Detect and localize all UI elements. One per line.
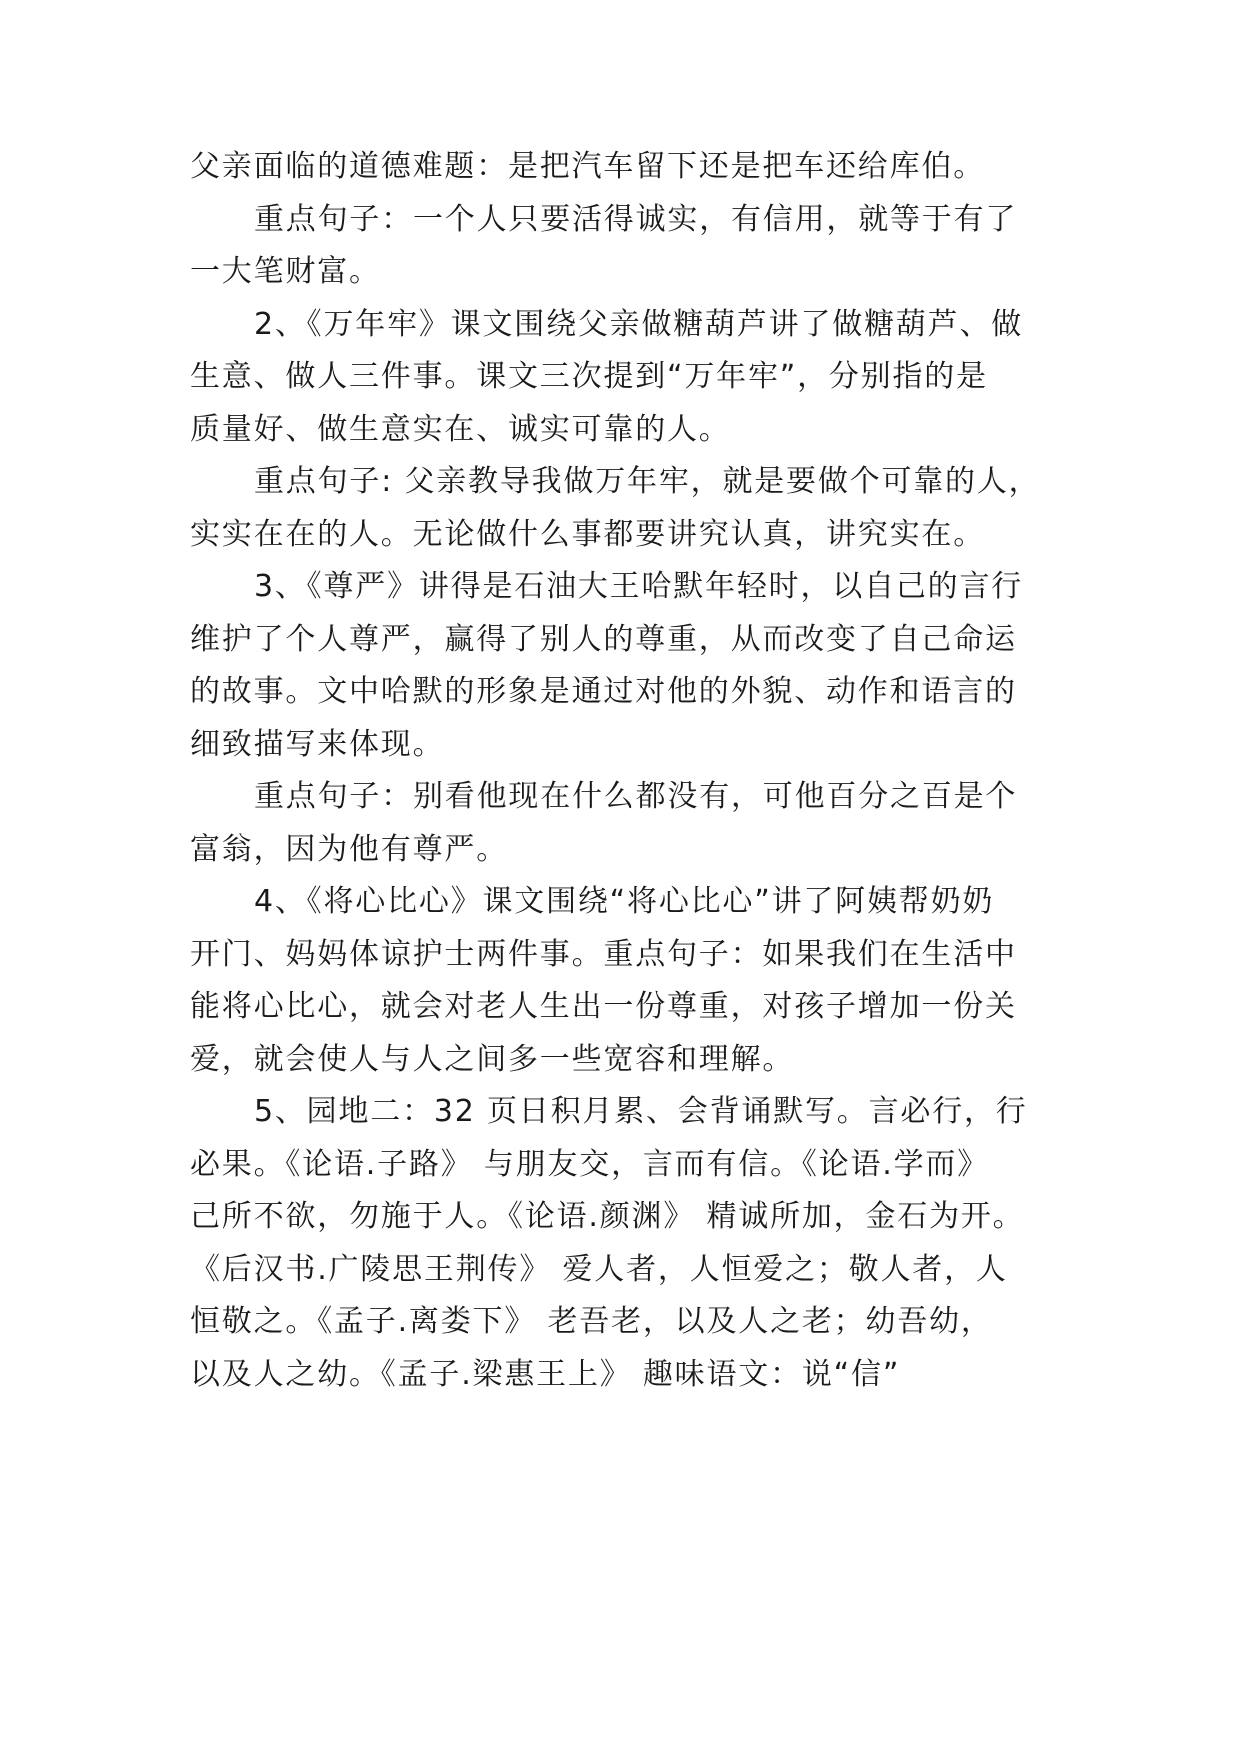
text-line: 生意、做人三件事。课文三次提到“万年牢”，分别指的是 [190, 359, 988, 394]
text-line: 重点句子：一个人只要活得诚实，有信用，就等于有了 [254, 202, 1018, 237]
text-line: 3、《尊严》讲得是石油大王哈默年轻时，以自己的言行 [254, 569, 1024, 604]
text-line: 富翁，因为他有尊严。 [190, 832, 508, 867]
text-line: 开门、妈妈体谅护士两件事。重点句子：如果我们在生活中 [190, 937, 1017, 972]
text-line: 己所不欲，勿施于人。《论语.颜渊》 精诚所加，金石为开。 [190, 1199, 1025, 1234]
text-line: 细致描写来体现。 [190, 727, 445, 762]
text-line: 质量好、做生意实在、诚实可靠的人。 [190, 412, 731, 447]
text-line: 《后汉书.广陵思王荆传》 爱人者，人恒爱之；敬人者，人 [190, 1252, 1008, 1287]
text-line: 4、《将心比心》课文围绕“将心比心”讲了阿姨帮奶奶 [254, 884, 995, 919]
text-line: 的故事。文中哈默的形象是通过对他的外貌、动作和语言的 [190, 674, 1017, 709]
text-line: 以及人之幼。《孟子.梁惠王上》 趣味语文：说“信” [190, 1357, 901, 1392]
text-line: 一大笔财富。 [190, 254, 381, 289]
text-line: 重点句子：别看他现在什么都没有，可他百分之百是个 [254, 779, 1018, 814]
text-line: 5、园地二：32 页日积月累、会背诵默写。言必行，行 [254, 1094, 1028, 1129]
text-line: 爱，就会使人与人之间多一些宽容和理解。 [190, 1042, 795, 1077]
text-line: 实实在在的人。无论做什么事都要讲究认真，讲究实在。 [190, 517, 985, 552]
text-line: 能将心比心，就会对老人生出一份尊重，对孩子增加一份关 [190, 989, 1017, 1024]
text-line: 2、《万年牢》课文围绕父亲做糖葫芦讲了做糖葫芦、做 [254, 307, 1024, 342]
text-line: 父亲面临的道德难题：是把汽车留下还是把车还给库伯。 [190, 149, 985, 184]
text-line: 重点句子: 父亲教导我做万年牢，就是要做个可靠的人， [254, 464, 1041, 499]
text-line: 维护了个人尊严，赢得了别人的尊重，从而改变了自己命运 [190, 622, 1017, 657]
text-line: 恒敬之。《孟子.离娄下》 老吾老，以及人之老；幼吾幼， [190, 1304, 993, 1339]
text-line: 必果。《论语.子路》 与朋友交，言而有信。《论语.学而》 [190, 1147, 990, 1182]
